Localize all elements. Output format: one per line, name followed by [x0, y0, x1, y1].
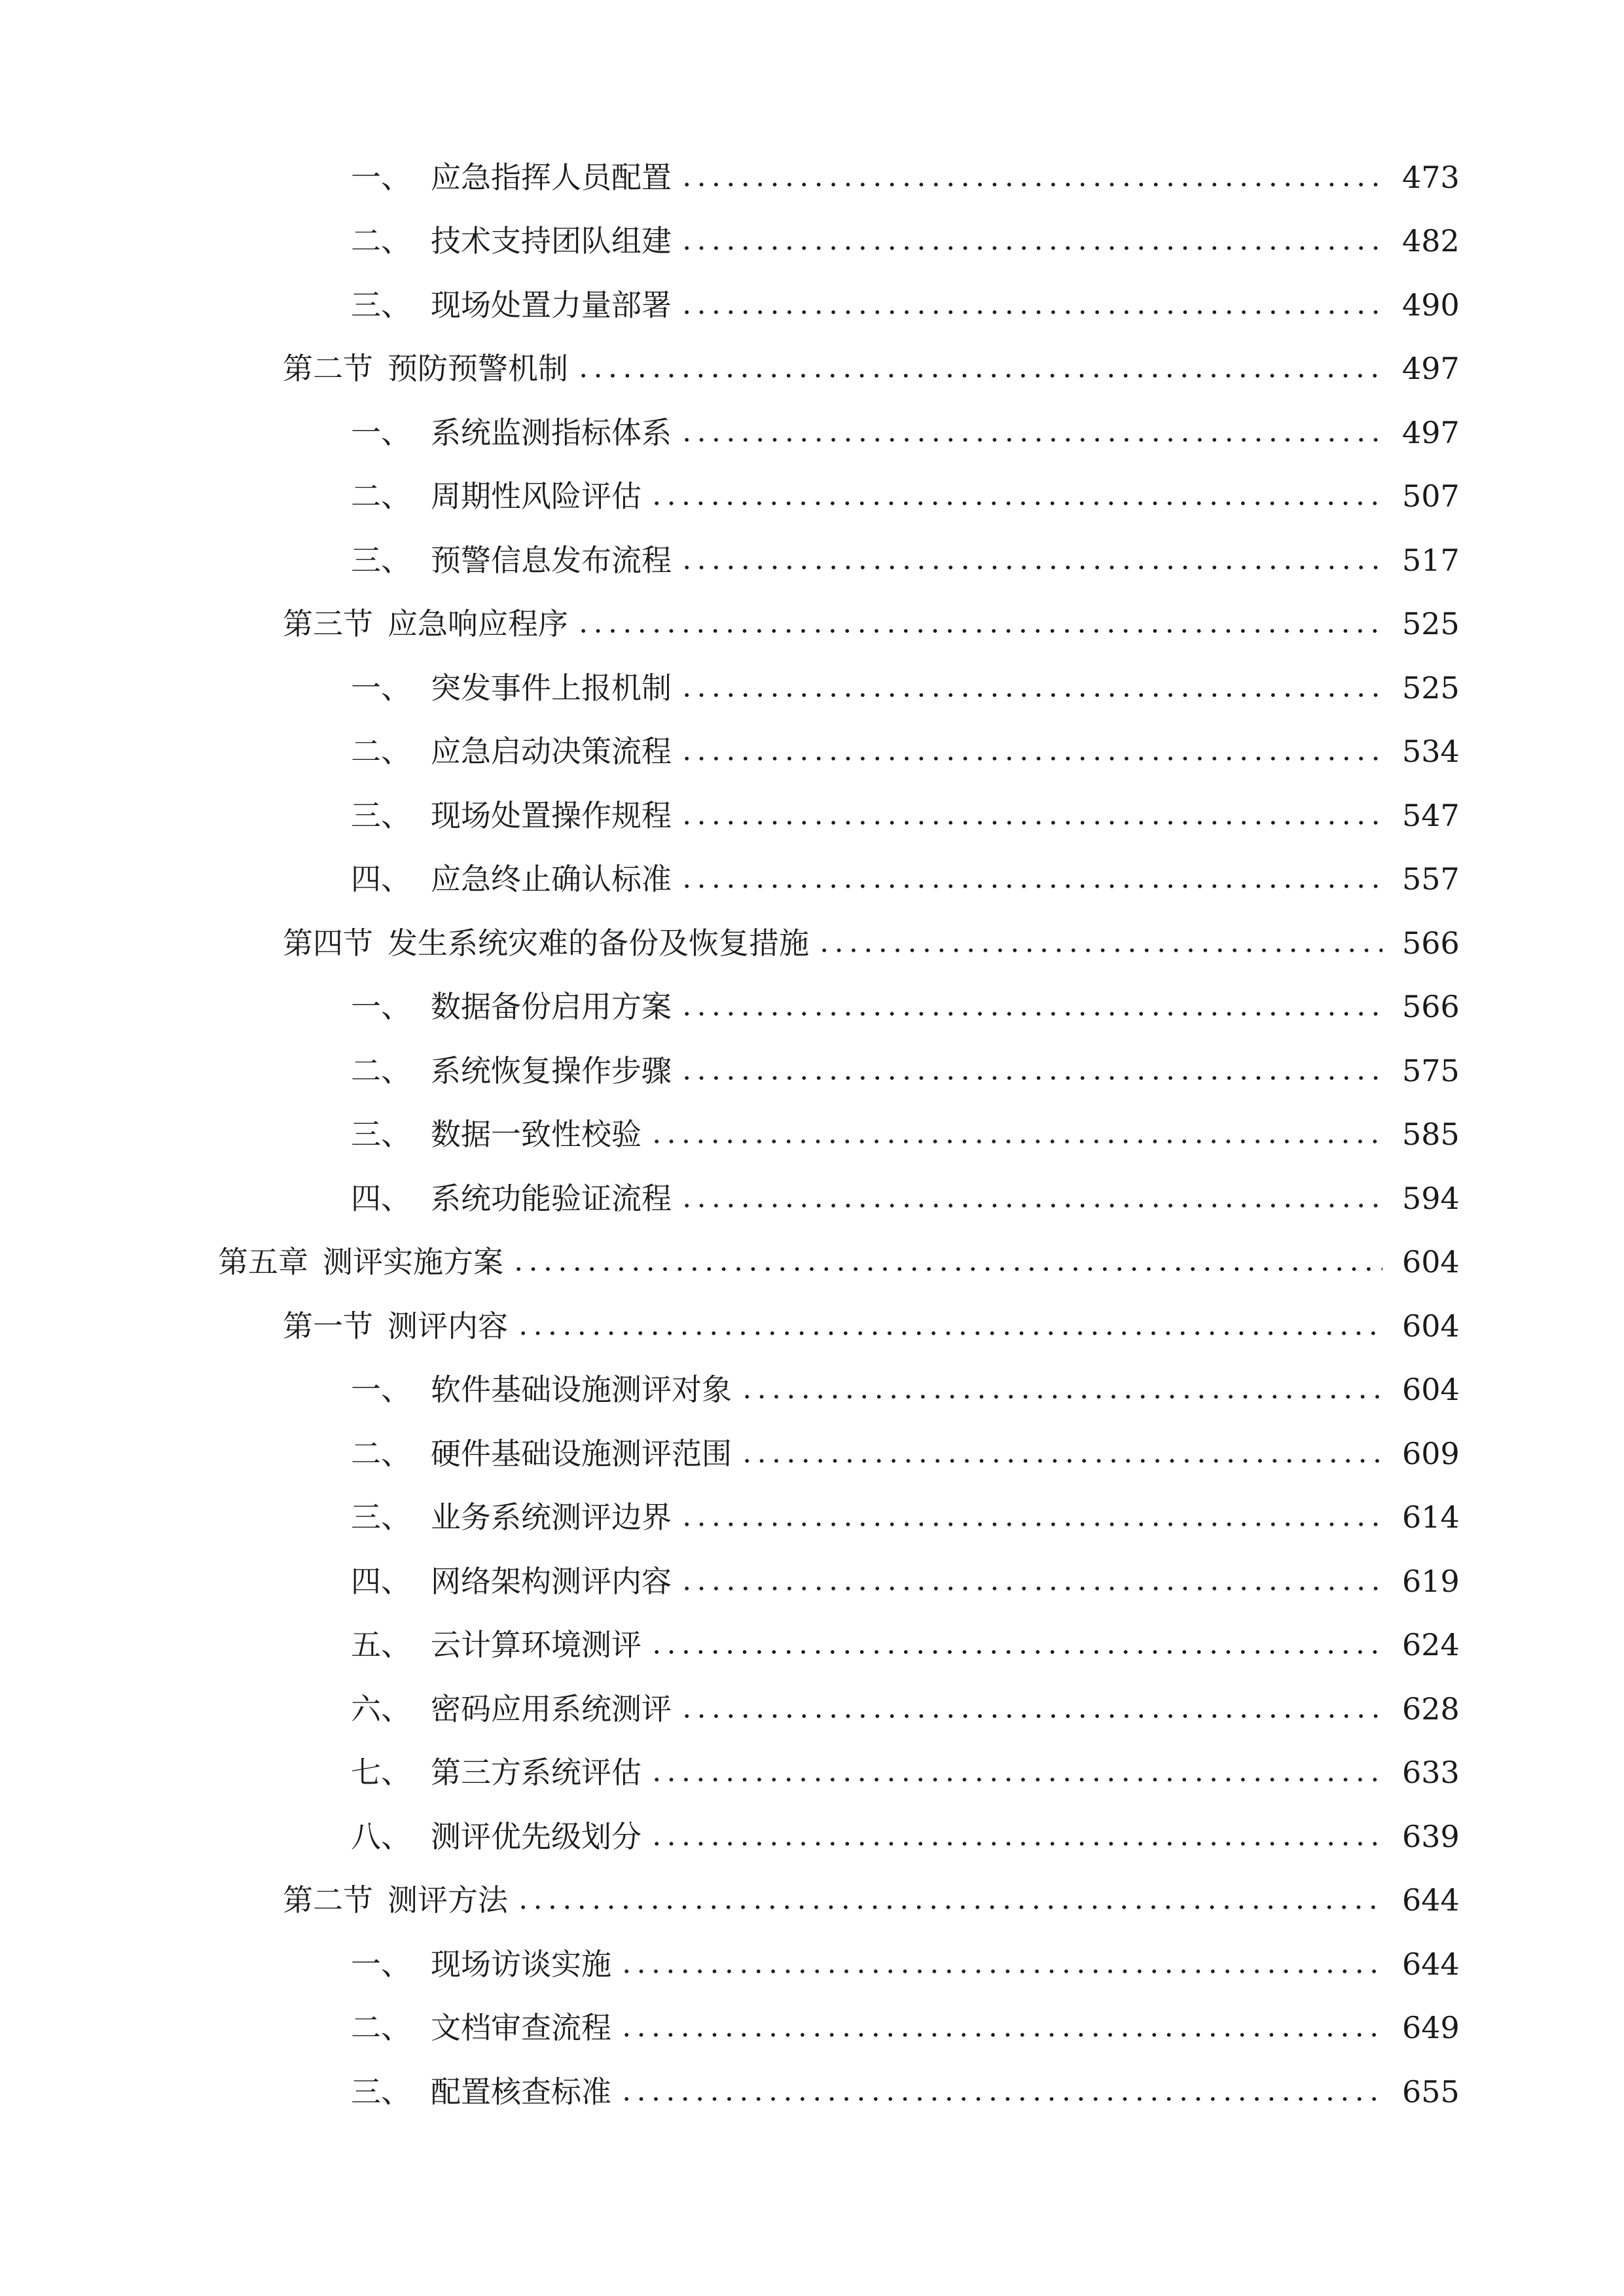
dot-leader: [679, 884, 1382, 888]
toc-entry[interactable]: [0, 911, 1624, 975]
dot-leader: [649, 1139, 1382, 1143]
toc-entry[interactable]: [0, 1230, 1624, 1295]
toc-entry-title: 云计算环境测评: [431, 1627, 641, 1663]
toc-entry-number: 七、: [351, 1755, 411, 1791]
dot-leader: [576, 629, 1382, 633]
toc-entry[interactable]: [0, 1932, 1624, 1996]
toc-entry-number: 三、: [351, 1499, 411, 1535]
toc-entry-number: 二、: [351, 223, 411, 259]
toc-entry[interactable]: [0, 656, 1624, 720]
toc-entry-page-number: 490: [1402, 287, 1460, 323]
toc-entry-title: 预防预警机制: [388, 351, 568, 387]
toc-entry-page-number: 628: [1402, 1691, 1460, 1727]
toc-entry-page-number: 644: [1402, 1946, 1460, 1982]
toc-entry-page-number: 633: [1402, 1755, 1460, 1791]
toc-entry-number: 第一节: [283, 1308, 373, 1344]
toc-entry[interactable]: [0, 1358, 1624, 1422]
toc-entry-page-number: 649: [1402, 2010, 1460, 2046]
toc-entry-title: 现场处置力量部署: [431, 287, 672, 323]
dot-leader: [649, 1842, 1382, 1846]
toc-entry-number: 二、: [351, 1435, 411, 1471]
dot-leader: [619, 2097, 1382, 2101]
toc-entry-page-number: 639: [1402, 1818, 1460, 1854]
toc-entry-number: 一、: [351, 414, 411, 450]
toc-entry-number: 第四节: [283, 925, 373, 961]
toc-entry-page-number: 585: [1402, 1117, 1460, 1153]
toc-entry-number: 二、: [351, 478, 411, 514]
toc-entry[interactable]: [0, 1869, 1624, 1933]
dot-leader: [679, 183, 1382, 187]
toc-entry-number: 三、: [351, 2073, 411, 2109]
toc-entry-number: 四、: [351, 1563, 411, 1599]
toc-entry-title: 现场访谈实施: [431, 1946, 611, 1982]
toc-entry-page-number: 575: [1402, 1052, 1460, 1088]
toc-entry-page-number: 614: [1402, 1499, 1460, 1535]
toc-entry-number: 一、: [351, 159, 411, 195]
dot-leader: [679, 757, 1382, 761]
toc-entry-title: 发生系统灾难的备份及恢复措施: [388, 925, 809, 961]
toc-entry-number: 三、: [351, 797, 411, 833]
dot-leader: [679, 821, 1382, 825]
dot-leader: [679, 1714, 1382, 1718]
dot-leader: [516, 1905, 1382, 1909]
toc-entry-title: 系统恢复操作步骤: [431, 1052, 672, 1088]
toc-entry-page-number: 644: [1402, 1882, 1460, 1918]
toc-entry-number: 第二节: [283, 1882, 373, 1918]
toc-entry[interactable]: [0, 1039, 1624, 1103]
toc-entry-page-number: 655: [1402, 2073, 1460, 2109]
toc-entry-title: 文档审查流程: [431, 2010, 611, 2046]
toc-entry-page-number: 507: [1402, 478, 1460, 514]
toc-entry[interactable]: [0, 1103, 1624, 1167]
toc-entry-number: 六、: [351, 1691, 411, 1727]
toc-entry-page-number: 604: [1402, 1244, 1460, 1280]
toc-entry-number: 三、: [351, 542, 411, 578]
toc-entry[interactable]: [0, 592, 1624, 656]
dot-leader: [679, 1076, 1382, 1080]
toc-entry[interactable]: [0, 401, 1624, 465]
toc-entry-number: 一、: [351, 1372, 411, 1408]
toc-entry-page-number: 547: [1402, 797, 1460, 833]
toc-entry-page-number: 566: [1402, 989, 1460, 1025]
toc-entry[interactable]: [0, 273, 1624, 337]
toc-entry-number: 一、: [351, 670, 411, 706]
toc-entry-title: 硬件基础设施测评范围: [431, 1435, 732, 1471]
toc-entry-title: 应急指挥人员配置: [431, 159, 672, 195]
dot-leader: [679, 1522, 1382, 1526]
dot-leader: [679, 1012, 1382, 1016]
toc-entry-number: 第二节: [283, 351, 373, 387]
toc-entry-number: 四、: [351, 1180, 411, 1216]
dot-leader: [511, 1267, 1382, 1271]
toc-entry[interactable]: [0, 1166, 1624, 1230]
toc-entry-number: 五、: [351, 1627, 411, 1663]
toc-entry-number: 三、: [351, 287, 411, 323]
toc-entry[interactable]: [0, 1741, 1624, 1805]
toc-entry-number: 二、: [351, 734, 411, 770]
toc-entry-title: 配置核查标准: [431, 2073, 611, 2109]
dot-leader: [740, 1459, 1382, 1463]
toc-entry-title: 数据一致性校验: [431, 1117, 641, 1153]
dot-leader: [679, 565, 1382, 569]
toc-entry-title: 网络架构测评内容: [431, 1563, 672, 1599]
toc-entry-number: 第三节: [283, 606, 373, 642]
toc-entry-number: 二、: [351, 2010, 411, 2046]
toc-entry-page-number: 517: [1402, 542, 1460, 578]
toc-entry-page-number: 497: [1402, 351, 1460, 387]
toc-entry-page-number: 619: [1402, 1563, 1460, 1599]
toc-entry-page-number: 525: [1402, 670, 1460, 706]
dot-leader: [679, 246, 1382, 250]
toc-entry-title: 第三方系统评估: [431, 1755, 641, 1791]
dot-leader: [679, 1587, 1382, 1590]
toc-entry-page-number: 534: [1402, 734, 1460, 770]
toc-entry-title: 测评方法: [388, 1882, 508, 1918]
toc-entry[interactable]: [0, 848, 1624, 912]
toc-entry-title: 测评内容: [388, 1308, 508, 1344]
toc-entry-title: 测评实施方案: [323, 1244, 503, 1280]
dot-leader: [817, 948, 1382, 952]
dot-leader: [679, 310, 1382, 314]
toc-entry[interactable]: [0, 1422, 1624, 1486]
toc-entry[interactable]: [0, 1996, 1624, 2060]
toc-entry[interactable]: [0, 465, 1624, 529]
toc-entry[interactable]: [0, 209, 1624, 274]
toc-entry-title: 应急终止确认标准: [431, 861, 672, 897]
toc-entry-title: 软件基础设施测评对象: [431, 1372, 732, 1408]
toc-entry[interactable]: [0, 145, 1624, 209]
toc-entry-title: 数据备份启用方案: [431, 989, 672, 1025]
toc-entry-title: 现场处置操作规程: [431, 797, 672, 833]
dot-leader: [679, 438, 1382, 442]
toc-entry-page-number: 566: [1402, 925, 1460, 961]
toc-entry-page-number: 525: [1402, 606, 1460, 642]
toc-entry[interactable]: [0, 337, 1624, 401]
toc-entry-page-number: 557: [1402, 861, 1460, 897]
dot-leader: [649, 1778, 1382, 1782]
dot-leader: [576, 374, 1382, 378]
toc-entry-page-number: 594: [1402, 1180, 1460, 1216]
toc-entry-number: 二、: [351, 1052, 411, 1088]
toc-entry-number: 一、: [351, 989, 411, 1025]
toc-entry[interactable]: [0, 1804, 1624, 1869]
toc-entry-title: 应急响应程序: [388, 606, 568, 642]
dot-leader: [740, 1395, 1382, 1399]
toc-entry[interactable]: [0, 720, 1624, 784]
toc-entry-title: 测评优先级划分: [431, 1818, 641, 1854]
toc-entry-number: 第五章: [218, 1244, 308, 1280]
toc-entry[interactable]: [0, 1294, 1624, 1358]
toc-entry-page-number: 624: [1402, 1627, 1460, 1663]
toc-entry-number: 三、: [351, 1117, 411, 1153]
toc-entry[interactable]: [0, 2060, 1624, 2124]
dot-leader: [649, 1650, 1382, 1654]
toc-entry-page-number: 497: [1402, 414, 1460, 450]
dot-leader: [649, 501, 1382, 505]
toc-entry-page-number: 604: [1402, 1372, 1460, 1408]
toc-entry-number: 八、: [351, 1818, 411, 1854]
dot-leader: [679, 1204, 1382, 1208]
toc-entry-title: 应急启动决策流程: [431, 734, 672, 770]
dot-leader: [619, 1969, 1382, 1973]
dot-leader: [516, 1331, 1382, 1335]
toc-entry-page-number: 482: [1402, 223, 1460, 259]
toc-entry-title: 突发事件上报机制: [431, 670, 672, 706]
toc-entry-title: 系统功能验证流程: [431, 1180, 672, 1216]
dot-leader: [619, 2033, 1382, 2037]
toc-entry-number: 一、: [351, 1946, 411, 1982]
toc-entry-title: 系统监测指标体系: [431, 414, 672, 450]
toc-entry-title: 预警信息发布流程: [431, 542, 672, 578]
toc-entry[interactable]: [0, 1486, 1624, 1550]
toc-entry-title: 周期性风险评估: [431, 478, 641, 514]
toc-entry-title: 密码应用系统测评: [431, 1691, 672, 1727]
toc-entry-title: 技术支持团队组建: [431, 223, 672, 259]
toc-entry[interactable]: [0, 1549, 1624, 1613]
toc-entry[interactable]: [0, 1677, 1624, 1741]
dot-leader: [679, 693, 1382, 697]
toc-entry[interactable]: [0, 783, 1624, 848]
table-of-contents: [0, 145, 1624, 2124]
toc-entry-number: 四、: [351, 861, 411, 897]
toc-entry[interactable]: [0, 528, 1624, 592]
toc-entry-page-number: 473: [1402, 159, 1460, 195]
toc-entry-page-number: 604: [1402, 1308, 1460, 1344]
toc-entry-title: 业务系统测评边界: [431, 1499, 672, 1535]
toc-entry-page-number: 609: [1402, 1435, 1460, 1471]
toc-entry[interactable]: [0, 1613, 1624, 1677]
toc-entry[interactable]: [0, 975, 1624, 1039]
